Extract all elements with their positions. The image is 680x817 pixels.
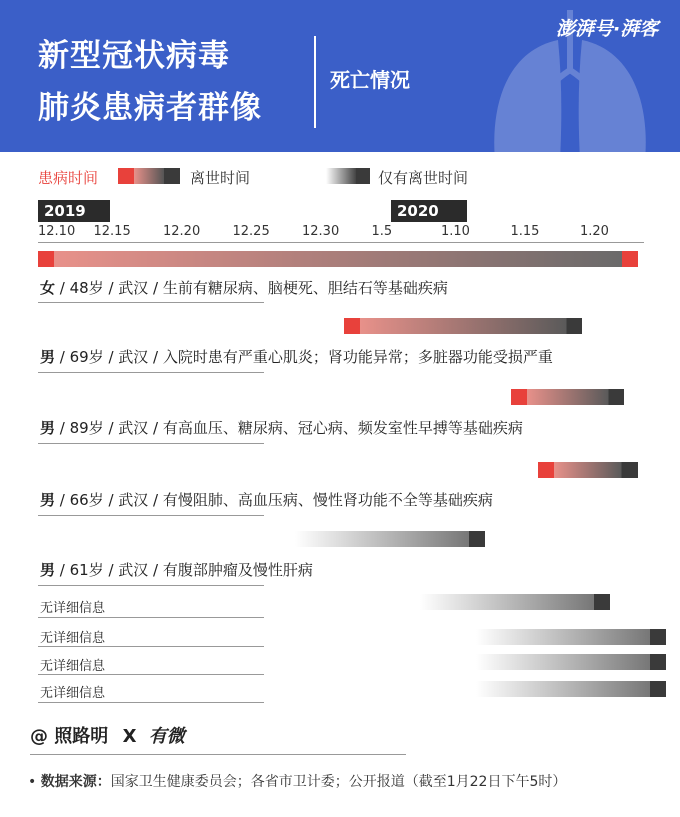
bullet: • [28, 774, 41, 790]
case-divider [38, 617, 264, 618]
case-bar [38, 251, 638, 267]
author: @ 照路明 [30, 726, 109, 747]
tick-label: 1.10 [441, 224, 470, 239]
legend-death-label: 离世时间 [190, 169, 251, 187]
case-divider [38, 515, 264, 516]
case-sex: 男 [40, 419, 56, 437]
credit [30, 722, 185, 748]
header-divider [314, 36, 316, 128]
case-sex: 男 [40, 348, 56, 366]
case-bar [420, 594, 610, 610]
case-detail: / 89岁 / 武汉 / 有高血压、糖尿病、冠心病、频发室性早搏等基础疾病 [55, 419, 523, 437]
legend-sick-label: 患病时间 [38, 169, 99, 187]
case-label [40, 417, 523, 438]
case-divider [38, 302, 264, 303]
legend-full-swatch [118, 168, 180, 184]
source-text: 国家卫生健康委员会；各省市卫计委；公开报道（截至1月22日下午5时） [110, 774, 567, 790]
case-label [40, 346, 553, 367]
tick-label: 12.25 [232, 224, 270, 239]
case-divider [38, 674, 264, 675]
tick-label: 12.10 [38, 224, 76, 239]
brand-logo: 澎湃号·湃客 [556, 18, 659, 40]
case-bar [476, 654, 666, 670]
title-line1: 新型冠状病毒 [38, 38, 230, 74]
case-bar [295, 531, 485, 547]
case-label: 无详细信息 [40, 659, 106, 674]
case-label: 无详细信息 [40, 686, 106, 701]
case-sex: 男 [40, 561, 56, 579]
case-label: 无详细信息 [40, 631, 106, 646]
case-bar [538, 462, 637, 478]
tick-label: 12.30 [302, 224, 340, 239]
case-sex: 男 [40, 491, 56, 509]
case-label: 无详细信息 [40, 601, 106, 616]
case-label [40, 559, 313, 580]
case-bar [511, 389, 624, 405]
case-detail: / 69岁 / 武汉 / 入院时患有严重心肌炎；肾功能异常；多脏器功能受损严重 [55, 348, 553, 366]
legend-death-only-label: 仅有离世时间 [378, 169, 469, 187]
case-detail: / 61岁 / 武汉 / 有腹部肿瘤及慢性肝病 [55, 561, 313, 579]
year-2020: 2020 [391, 200, 467, 222]
case-detail: / 66岁 / 武汉 / 有慢阻肺、高血压病、慢性肾功能不全等基础疾病 [55, 491, 493, 509]
data-source [28, 771, 566, 791]
tick-label: 12.15 [93, 224, 131, 239]
legend-death-only-swatch [326, 168, 370, 184]
case-label [40, 489, 493, 510]
case-divider [38, 646, 264, 647]
subtitle: 死亡情况 [330, 68, 410, 92]
tick-label: 1.15 [510, 224, 540, 239]
tick-label: 12.20 [163, 224, 201, 239]
partner-logo: 有微 [148, 726, 185, 747]
case-bar [344, 318, 582, 334]
case-bar [476, 681, 666, 697]
case-divider [38, 443, 264, 444]
header-banner [0, 0, 680, 152]
title-line2: 肺炎患病者群像 [38, 90, 262, 126]
time-axis [38, 242, 644, 243]
case-divider [38, 702, 264, 703]
tick-label: 1.5 [371, 224, 393, 239]
case-divider [38, 372, 264, 373]
case-sex: 女 [40, 279, 56, 297]
source-label: 数据来源： [40, 774, 111, 790]
case-divider [38, 585, 264, 586]
year-2019: 2019 [38, 200, 110, 222]
case-label [40, 277, 448, 298]
case-detail: / 48岁 / 武汉 / 生前有糖尿病、脑梗死、胆结石等基础疾病 [55, 279, 448, 297]
tick-label: 1.20 [580, 224, 609, 239]
case-bar [476, 629, 666, 645]
credit-divider [30, 754, 406, 755]
credit-separator: X [122, 726, 137, 747]
